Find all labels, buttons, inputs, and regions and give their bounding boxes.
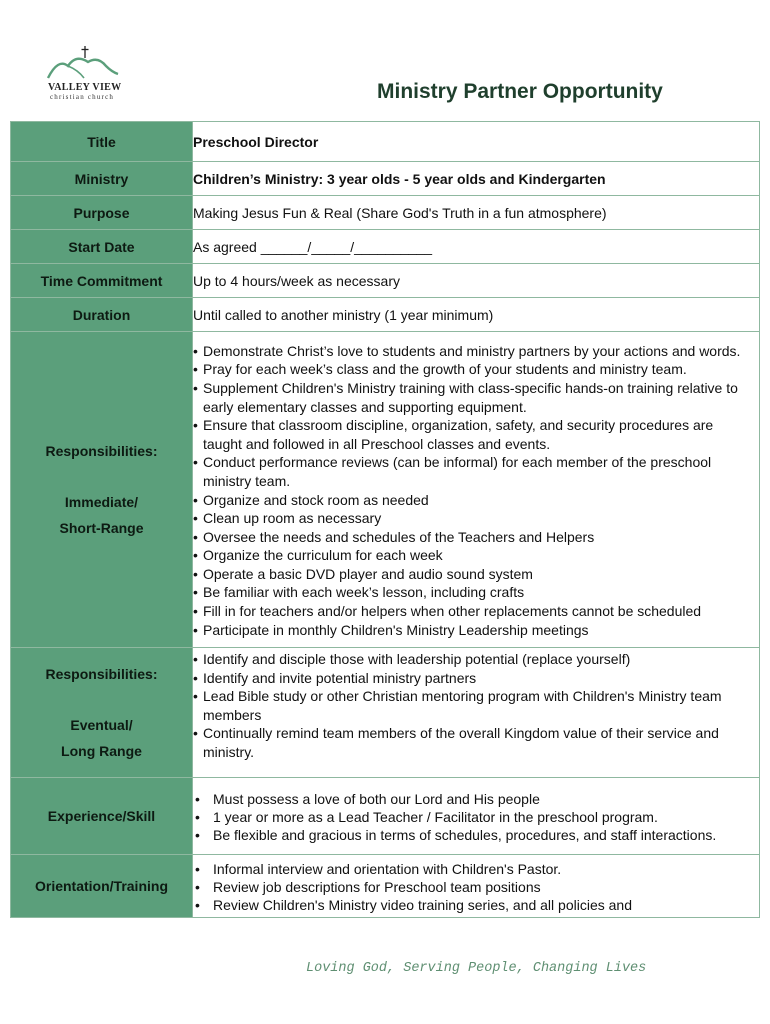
footer-tagline: Loving God, Serving People, Changing Lives: [306, 961, 647, 976]
list-item: • Must possess a love of both our Lord and His people: [193, 790, 753, 808]
list-item: • Identify and disciple those with leadership potential (replace yourself): [193, 650, 753, 669]
list-item: • Lead Bible study or other Christian mentoring program with Children's Ministry team members: [193, 687, 753, 724]
list-item: • Participate in monthly Children's Ministry Leadership meetings: [193, 621, 753, 640]
immediate-label: Immediate/: [64, 494, 139, 510]
table-row-eventual: [11, 648, 760, 778]
mountain-cross-icon: [44, 44, 124, 84]
start-date-value: As agreed ______/_____/__________: [193, 230, 760, 264]
experience-list: [193, 788, 759, 845]
list-item: • Organize the curriculum for each week: [193, 546, 753, 565]
table-row-experience: [11, 778, 760, 855]
table-row-immediate: [11, 332, 760, 648]
list-item: • Demonstrate Christ’s love to students and ministry partners by your actions and words.: [193, 342, 753, 361]
duration-value: Until called to another ministry (1 year minimum): [193, 298, 760, 332]
row-label: Time Commitment: [11, 264, 193, 298]
immediate-list: [193, 340, 759, 640]
position-title: Preschool Director: [193, 122, 760, 162]
list-item: • Pray for each week’s class and the growth of your students and ministry team.: [193, 360, 753, 379]
row-label: Purpose: [11, 196, 193, 230]
table-row-orientation: [11, 855, 760, 918]
row-label: [11, 332, 193, 648]
list-item: • Identify and invite potential ministry partners: [193, 669, 753, 688]
table-row-title: [11, 122, 760, 162]
row-label: Duration: [11, 298, 193, 332]
list-item: • Informal interview and orientation with Children's Pastor.: [193, 860, 753, 878]
opportunity-table: [10, 121, 760, 918]
list-item: • Operate a basic DVD player and audio sound system: [193, 565, 753, 584]
eventual-list: [193, 648, 759, 762]
experience-label: Experience/Skill: [11, 778, 193, 855]
ministry-value: Children’s Ministry: 3 year olds - 5 year olds and Kindergarten: [193, 162, 760, 196]
eventual-responsibilities: [193, 648, 760, 778]
experience-value: [193, 778, 760, 855]
row-label: Start Date: [11, 230, 193, 264]
orientation-label: Orientation/Training: [11, 855, 193, 918]
church-logo: [44, 44, 124, 102]
table-row-time-commitment: [11, 264, 760, 298]
list-item: • Conduct performance reviews (can be informal) for each member of the preschool ministry team.: [193, 453, 753, 490]
list-item: • Be familiar with each week’s lesson, including crafts: [193, 583, 753, 602]
logo-subtitle: christian church: [50, 93, 115, 101]
responsibilities-label: Responsibilities:: [45, 443, 158, 459]
eventual-label: Eventual/: [70, 717, 133, 733]
orientation-list: [193, 858, 759, 915]
row-label: Title: [11, 122, 193, 162]
list-item: • Organize and stock room as needed: [193, 491, 753, 510]
list-item: • Ensure that classroom discipline, organization, safety, and security procedures are taught and followed in all Preschool classes and events.: [193, 416, 753, 453]
table-row-start-date: [11, 230, 760, 264]
list-item: • 1 year or more as a Lead Teacher / Facilitator in the preschool program.: [193, 808, 753, 826]
list-item: • Supplement Children's Ministry training with class-specific hands-on training relative to early elementary classes and supporting equipment.: [193, 379, 753, 416]
time-commitment-value: Up to 4 hours/week as necessary: [193, 264, 760, 298]
table-row-ministry: [11, 162, 760, 196]
list-item: • Fill in for teachers and/or helpers when other replacements cannot be scheduled: [193, 602, 753, 621]
list-item: • Review Children's Ministry video training series, and all policies and: [193, 896, 753, 914]
table-row-duration: [11, 298, 760, 332]
row-label: [11, 648, 193, 778]
orientation-value: [193, 855, 760, 918]
long-range-label: Long Range: [61, 743, 142, 759]
row-label: Ministry: [11, 162, 193, 196]
responsibilities-label: Responsibilities:: [45, 666, 158, 682]
logo-name: VALLEY VIEW: [48, 82, 122, 93]
short-range-label: Short-Range: [59, 520, 144, 536]
list-item: • Review job descriptions for Preschool team positions: [193, 878, 753, 896]
list-item: • Oversee the needs and schedules of the Teachers and Helpers: [193, 528, 753, 547]
list-item: • Continually remind team members of the overall Kingdom value of their service and ministry.: [193, 724, 753, 761]
purpose-value: Making Jesus Fun & Real (Share God's Truth in a fun atmosphere): [193, 196, 760, 230]
immediate-responsibilities: [193, 332, 760, 648]
list-item: • Clean up room as necessary: [193, 509, 753, 528]
table-row-purpose: [11, 196, 760, 230]
list-item: • Be flexible and gracious in terms of schedules, procedures, and staff interactions.: [193, 826, 753, 844]
page-title: Ministry Partner Opportunity: [377, 80, 663, 103]
